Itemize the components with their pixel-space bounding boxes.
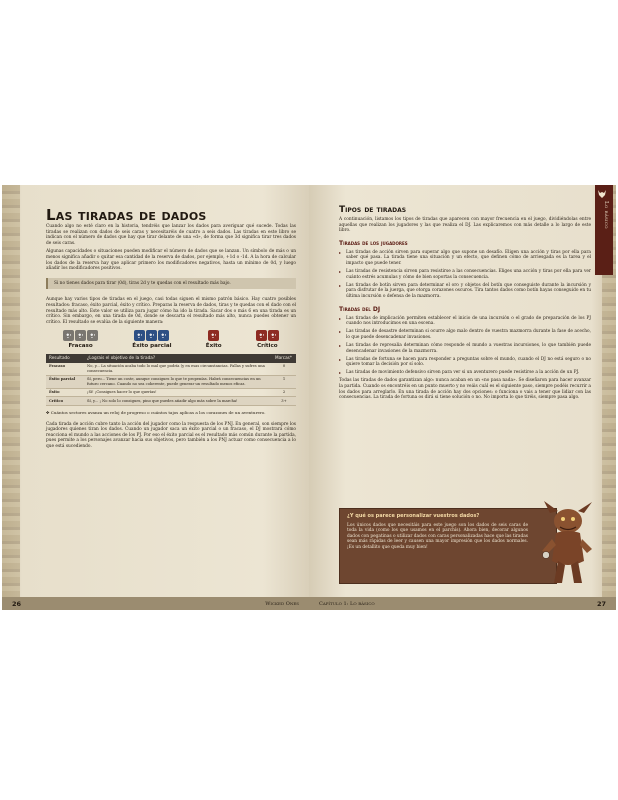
page-number: 26 bbox=[12, 600, 22, 608]
chapter-tab-label: Lo básico bbox=[603, 201, 609, 229]
list-item: ▸ Las tiradas de desastre determinan si ocurre algo malo dentro de vuestra mazmorra durante la fase de acecho, lo que puede desencadenar invasiones. bbox=[339, 329, 591, 340]
rule-callout: Si no tienes dados para tirar (0d), tiras 2d y te quedas con el resultado más bajo. bbox=[46, 278, 296, 290]
running-title: Capítulo 1: Lo básico bbox=[319, 601, 375, 607]
list-item: ▸ Las tiradas de fortuna se hacen para responder a preguntas sobre el mundo, cuando el DJ no está seguro o no quiere tomar la decisión por sí solo. bbox=[339, 357, 591, 368]
table-header: Marcas* bbox=[272, 354, 296, 363]
subsection-players: Tiradas de los jugadores bbox=[339, 239, 408, 247]
horned-skull-icon bbox=[597, 189, 607, 199]
paragraph-results: Aunque hay varios tipos de tiradas en el juego, casi todas siguen el mismo patrón básico. Hay cuatro posibles resultados: fracaso, éxito parcial, éxito y crítico. Preparas la reserva de dados, tiras y te quedas con el dado con el resultado más alto. Este valor se utiliza para jugar cómo ha ido la tirada. Sacar dos o más 6 en una tirada es un crítico. Sin embargo, en una tirada de 0d, donde se descarta el resultado más alto, nunca puedes obtener un crítico. El resultado se evalúa de la siguiente manera: bbox=[46, 297, 296, 325]
dice-label: Éxito bbox=[205, 343, 222, 350]
die-icon bbox=[268, 330, 279, 341]
list-item: ▸ Las tiradas de movimiento defensivo sirven para ver si un aventurero puede resistirse a la acción de un PJ. bbox=[339, 370, 591, 376]
page-right bbox=[309, 185, 616, 610]
subsection-dj: Tiradas del DJ bbox=[339, 305, 381, 313]
dice-illustrations bbox=[46, 330, 296, 350]
book-spread bbox=[2, 185, 616, 610]
table-row: Crítico Sí, y... ¡ No solo lo consigues, pino que puedes añadir algo más sobre la marcha! 3+ bbox=[46, 397, 296, 406]
left-margin-decoration bbox=[2, 185, 20, 610]
dice-exito-parcial bbox=[132, 330, 171, 350]
page-left bbox=[2, 185, 309, 610]
paragraph-intro: A continuación, listamos los tipos de tiradas que aparecen con mayor frecuencia en el juego, dividiéndolas entre aquellas que realizan los jugadores y las que realiza el DJ. Las explicaremos con más detalle a lo largo de este libro. bbox=[339, 217, 591, 234]
dice-label: Fracaso bbox=[68, 343, 93, 350]
right-content bbox=[339, 205, 591, 404]
paragraph-closing: Todas las tiradas de dados garantizan algo: nunca acaban en un «no pasa nada». Se diseñaron para hacer avanzar la partida. Cuando os encontréis en un punto muerto y no veáis cuál es el siguiente paso, siempre podéis recurrir a los dados para arreglarlo. En una tirada de acción hay dos opciones: o funciona o vais a tener que lidiar con las consecuencias. La tirada de fortuna os dirá si tiene solución o no. No importa lo que tiréis, siempre pasa algo. bbox=[339, 378, 591, 401]
dice-label: Éxito parcial bbox=[132, 343, 172, 350]
table-row: Fracaso No, y... La situación acaba todo lo mal que podría (y en esas circunstancias. Fallas y sufres una consecuencia. 0 bbox=[46, 363, 296, 376]
die-icon bbox=[63, 330, 74, 341]
paragraph-modifiers: Algunas capacidades o situaciones pueden modificar el número de dados que se lanzan. Un símbolo de más o un menos significa añadir o quitar esa cantidad de la reserva de dados, por ejemplo, +1d o -1d. A la hora de calcular los dados de la reserva hay que aplicar primero los modificadores negativos, hasta un mínimo de 0d, y luego añadir los modificadores positivos. bbox=[46, 249, 296, 272]
dice-exito bbox=[206, 330, 222, 350]
sidebar-box-text: Los únicos dados que necesitáis para este juego son los dados de seis caras de toda la vida (como los que usamos en el parchís). Ahora bien, decorar algunos dados con pegatinas o utilizar dados con caras personalizadas hace que las tiradas sean más rápidas de leer y causen una mayor impresión que los dados normales. ¡Es un detallito que queda muy bien! bbox=[347, 522, 529, 550]
dj-rolls-list bbox=[339, 316, 591, 376]
die-icon bbox=[146, 330, 157, 341]
table-header: Resultado bbox=[46, 354, 84, 363]
table-row: Éxito parcial Sí, pero... Tiene un coste, aunque consigues lo que te propenías. Habrá consecuencias en un futuro cercano. Cuando no sea coherente, puede generar un resultado menos eficaz. 1 bbox=[46, 375, 296, 388]
die-icon bbox=[158, 330, 169, 341]
dice-label: Crítico bbox=[257, 343, 278, 350]
page-title: Las tiradas de dados bbox=[46, 206, 207, 224]
section-title: Tipos de tiradas bbox=[339, 205, 407, 215]
goblin-illustration-icon bbox=[540, 499, 595, 587]
sidebar-box bbox=[339, 508, 557, 584]
paragraph-action-rolls: Cada tirada de acción cubre tanto la acción del jugador como la respuesta de los PNJ. En general, son siempre los jugadores quienes tiran los dados. Cuando un jugador saca un éxito parcial o un fracaso, el DJ mostrará cómo reacciona el mundo a las acciones de los PJ. Por eso el éxito parcial es el resultado más común durante la partida, pues permite a los personajes avanzar hacia sus objetivos, pero también a los PNJ actuar como consecuencia a lo que está sucediendo. bbox=[46, 421, 296, 450]
running-title: Wicked Ones bbox=[265, 601, 299, 607]
table-footnote: ✤ Cuántos sectores avanza un reloj de progreso o cuántos tajos aplicas a los corazones de un aventurero. bbox=[46, 410, 266, 416]
page-number: 27 bbox=[596, 600, 606, 608]
footer-bar bbox=[2, 597, 309, 610]
list-item: ▸ Las tiradas de botín sirven para determinar el oro y objetos del botín que conseguiste durante la incursión y para disfrutar de la juerga, que otorga corazones oscuros. Tira tantos dados como botín hayas conseguido en tu última incursión o defensa de la mazmorra. bbox=[339, 283, 591, 300]
left-content bbox=[46, 207, 296, 453]
table-row: Éxito ¡Sí! ¡Consigues hacer lo que querías! 2 bbox=[46, 388, 296, 397]
die-icon bbox=[87, 330, 98, 341]
list-item: ▸ Las tiradas de represalia determinan cómo responde el mundo a vuestras incursiones, lo que también puede desencadenar invasiones de la mazmorra. bbox=[339, 343, 591, 354]
die-icon bbox=[256, 330, 267, 341]
chapter-tab bbox=[595, 185, 613, 275]
list-item: ▸ Las tiradas de implicación permiten establecer el inicio de una incursión o el grado de preparación de los PJ cuando nos introducimos en una escena. bbox=[339, 316, 591, 327]
players-rolls-list bbox=[339, 250, 591, 300]
dice-critico bbox=[256, 330, 279, 350]
die-icon bbox=[208, 330, 219, 341]
sidebar-box-title: ¿Y qué os parece personalizar vuestros dados? bbox=[347, 513, 480, 519]
results-table bbox=[46, 354, 296, 406]
list-item: ▸ Las tiradas de resistencia sirven para resistirse a las consecuencias. Eliges una acción y tiras por ella para ver cuánto estrés acumulas y cómo de bien soportas la consecuencia. bbox=[339, 269, 591, 280]
die-icon bbox=[75, 330, 86, 341]
footer-bar bbox=[309, 597, 616, 610]
die-icon bbox=[134, 330, 145, 341]
list-item: ▸ Las tiradas de acción sirven para superar algo que supone un desafío. Eligen una acción y tiras por ella para saber qué pasa. La tirada tiene una situación y un efecto, que definen cómo de arriesgada es la tarea y el impacto que puede tener. bbox=[339, 250, 591, 267]
table-header: ¿Lograis el objetivo de la tirada? bbox=[84, 354, 272, 363]
paragraph-intro: Cuando algo no esté claro en la historia, tendréis que lanzar los dados para averiguar qué sucede. Todas las tiradas se realizan con dados de seis caras y necesitaréis de cuatro a seis dados. Las tiradas en este libro se indican con el número de dados que hay que tirar delante de una «d», de forma que 3d significa tirar tres dados de seis caras. bbox=[46, 224, 296, 246]
dice-fracaso bbox=[63, 330, 98, 350]
